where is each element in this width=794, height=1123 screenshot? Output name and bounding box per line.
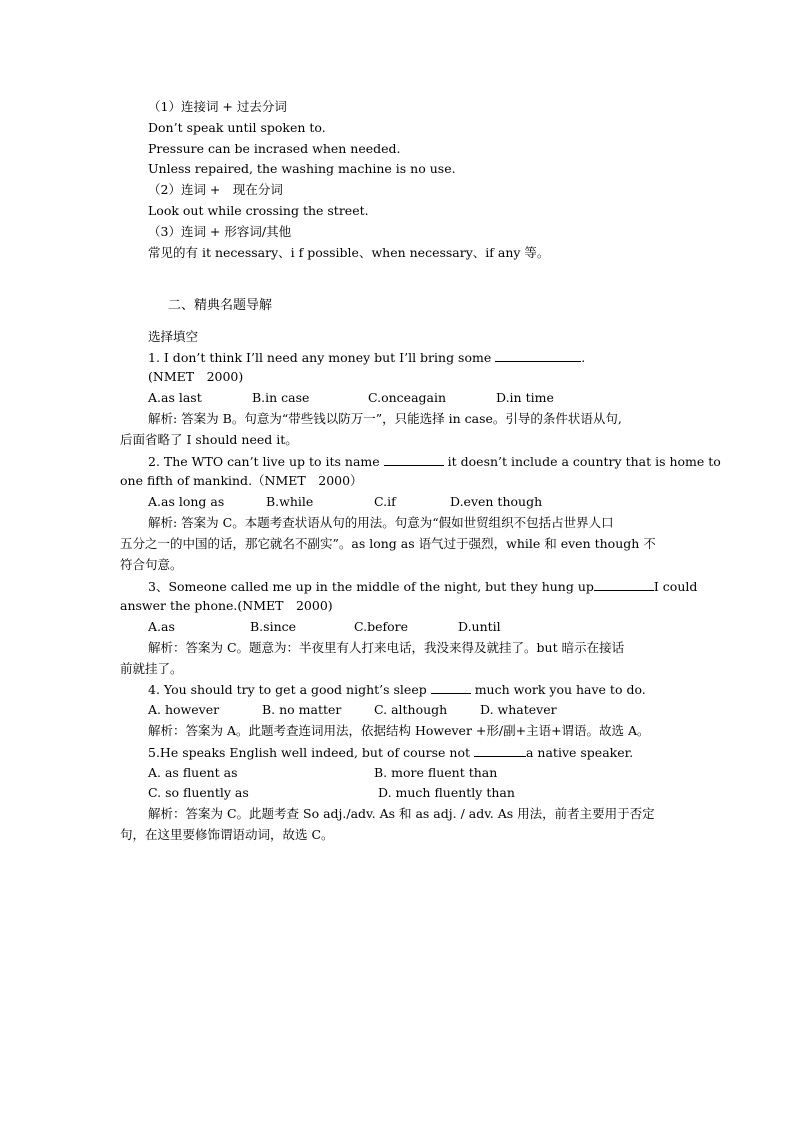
question-source: (NMET 2000)	[148, 369, 244, 384]
question-stem-text: .	[581, 350, 586, 365]
question-stem-text: 1. I don’t think I’ll need any money but I’ll bring some	[148, 350, 492, 365]
question-4-stem	[148, 681, 646, 698]
subheading-3: （3）连词 + 形容词/其他	[148, 224, 292, 239]
subheading-2: （2）连词 + 现在分词	[148, 182, 283, 197]
explanation: 后面省略了 I should need it。	[120, 432, 298, 447]
option-b: B.while	[266, 494, 314, 509]
answer-blank	[495, 349, 581, 362]
option-c: C.if	[374, 494, 396, 509]
answer-blank	[384, 453, 444, 466]
answer-blank	[431, 681, 471, 694]
example-sentence: Look out while crossing the street.	[148, 203, 369, 218]
option-d: D. whatever	[480, 702, 557, 717]
example-sentence: Unless repaired, the washing machine is no use.	[148, 161, 456, 176]
option-b: B. more fluent than	[374, 765, 498, 780]
option-d: D. much fluently than	[378, 785, 515, 800]
question-stem-text: a native speaker.	[526, 745, 634, 760]
option-a: A. as fluent as	[148, 765, 238, 780]
question-stem-text: it doesn’t include a country that is home to	[447, 454, 721, 469]
explanation: 解析：答案为 C。题意为：半夜里有人打来电话，我没来得及就挂了。but 暗示在接话	[148, 640, 625, 655]
explanation: 前就挂了。	[120, 661, 183, 676]
answer-blank	[474, 744, 526, 757]
question-2-stem	[148, 453, 721, 470]
explanation: 解析: 答案为 C。本题考查状语从句的用法。句意为“假如世贸组织不包括占世界人口	[148, 515, 614, 530]
option-a: A.as last	[148, 390, 202, 405]
explanation: 句，在这里要修饰谓语动词，故选 C。	[120, 827, 334, 842]
explanation: 解析: 答案为 B。句意为“带些钱以防万一”，只能选择 in case。引导的条件状语从句,	[148, 411, 622, 426]
section-title: 二、精典名题导解	[168, 298, 273, 313]
option-b: B.since	[250, 619, 297, 634]
explanation: 解析：答案为 C。此题考查 So adj./adv. As 和 as adj. / adv. As 用法，前者主要用于否定	[148, 806, 655, 821]
question-stem-text: much work you have to do.	[474, 682, 646, 697]
option-d: D.in time	[496, 390, 554, 405]
question-stem-text: 5.He speaks English well indeed, but of course not	[148, 745, 471, 760]
question-5-stem	[148, 744, 633, 761]
explanation: 解析：答案为 A。此题考查连词用法，依据结构 However +形/副+主语+谓语。故选 A。	[148, 723, 650, 738]
example-sentence: Pressure can be incrased when needed.	[148, 141, 401, 156]
explanation: 符合句意。	[120, 557, 183, 572]
option-a: A.as	[148, 619, 175, 634]
option-b: B. no matter	[262, 702, 342, 717]
option-c: C. so fluently as	[148, 785, 249, 800]
example-sentence: Don’t speak until spoken to.	[148, 120, 326, 135]
question-stem-text: I could	[653, 579, 698, 594]
option-b: B.in case	[252, 390, 310, 405]
option-c: C.before	[354, 619, 409, 634]
section-subtitle: 选择填空	[148, 329, 199, 344]
question-stem-text: 4. You should try to get a good night’s sleep	[148, 682, 427, 697]
explanation: 五分之一的中国的话，那它就名不副实”。as long as 语气过于强烈，while 和 even though 不	[120, 536, 656, 551]
question-1-stem	[148, 349, 585, 366]
answer-blank	[594, 578, 654, 591]
question-stem-text: 3、Someone called me up in the middle of the night, but they hung up	[148, 579, 594, 594]
option-a: A. however	[148, 702, 220, 717]
subheading-1: （1）连接词 + 过去分词	[148, 99, 287, 114]
option-c: C. although	[374, 702, 448, 717]
option-d: D.even though	[450, 494, 543, 509]
note-text: 常见的有 it necessary、i f possible、when necessary、if any 等。	[148, 245, 550, 260]
question-stem-continued: one fifth of mankind.（NMET 2000）	[120, 473, 363, 488]
option-c: C.onceagain	[368, 390, 447, 405]
question-stem-text: 2. The WTO can’t live up to its name	[148, 454, 380, 469]
question-3-stem	[148, 578, 697, 595]
question-stem-continued: answer the phone.(NMET 2000)	[120, 598, 333, 613]
option-d: D.until	[458, 619, 501, 634]
option-a: A.as long as	[148, 494, 225, 509]
